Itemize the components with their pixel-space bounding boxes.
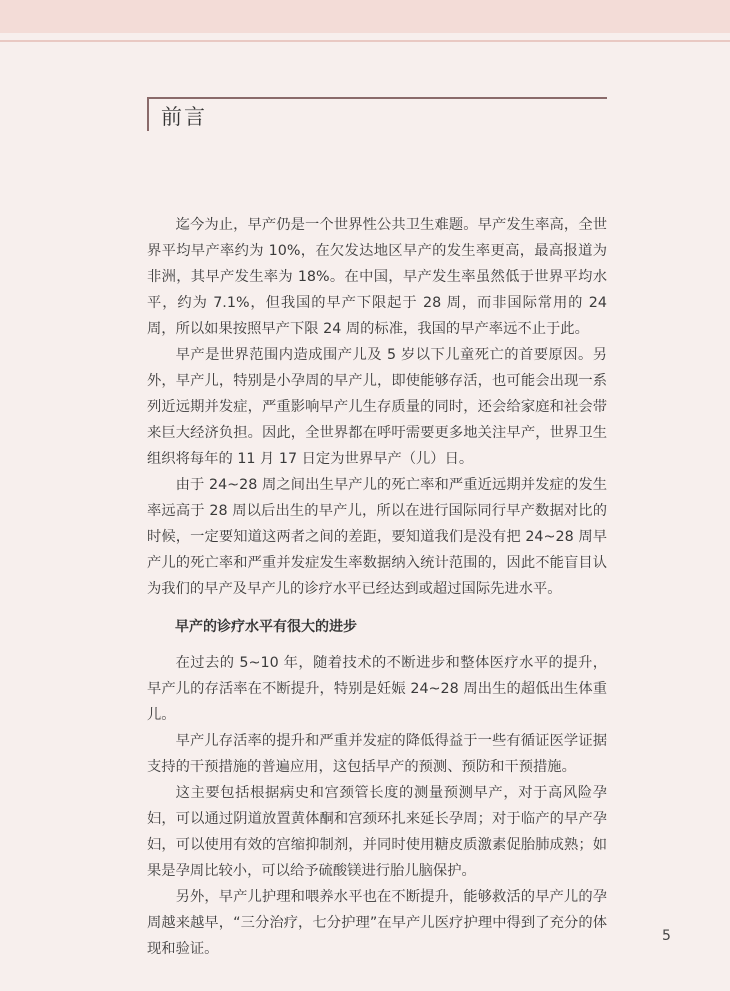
page-title: 前言 [161,105,207,129]
page-number: 5 [662,928,671,944]
paragraph: 早产是世界范围内造成围产儿及 5 岁以下儿童死亡的首要原因。另外，早产儿，特别是小孕周的早产儿，即使能够存活，也可能会出现一系列近远期并发症，严重影响早产儿生存质量的同时，还会给家庭和社会带来巨大经济负担。因此，全世界都在呼吁需要更多地关注早产，世界卫生组织将每年的 11 月 17 日定为世界早产（儿）日。 [147,347,607,467]
paragraph: 另外，早产儿护理和喂养水平也在不断提升，能够救活的早产儿的孕周越来越早，“三分治疗，七分护理”在早产儿医疗护理中得到了充分的体现和验证。 [147,889,607,957]
heading-tick [147,97,149,131]
top-divider [0,40,730,42]
main-text [147,212,607,962]
paragraph: 这主要包括根据病史和宫颈管长度的测量预测早产，对于高风险孕妇，可以通过阴道放置黄体酮和宫颈环扎来延长孕周；对于临产的早产孕妇，可以使用有效的宫缩抑制剂，并同时使用糖皮质激素促胎肺成熟；如果是孕周比较小，可以给予硫酸镁进行胎儿脑保护。 [147,785,607,879]
heading-rule [147,97,607,99]
paragraph: 由于 24~28 周之间出生早产儿的死亡率和严重近远期并发症的发生率远高于 28 周以后出生的早产儿，所以在进行国际同行早产数据对比的时候，一定要知道这两者之间的差距，要知道我们是没有把 24~28 周早产儿的死亡率和严重并发症发生率数据纳入统计范围的，因此不能盲目认为我们的早产及早产儿的诊疗水平已经达到或超过国际先进水平。 [147,477,607,597]
paragraph: 在过去的 5~10 年，随着技术的不断进步和整体医疗水平的提升，早产儿的存活率在不断提升，特别是妊娠 24~28 周出生的超低出生体重儿。 [147,655,607,723]
section-subheading: 早产的诊疗水平有很大的进步 [175,619,357,635]
paragraph: 早产儿存活率的提升和严重并发症的降低得益于一些有循证医学证据支持的干预措施的普遍应用，这包括早产的预测、预防和干预措施。 [147,733,607,775]
top-decorative-band [0,0,730,33]
paragraph: 迄今为止，早产仍是一个世界性公共卫生难题。早产发生率高，全世界平均早产率约为 10%，在欠发达地区早产的发生率更高，最高报道为非洲，其早产发生率为 18%。在中国，早产发生率虽然低于世界平均水平，约为 7.1%，但我国的早产下限起于 28 周，而非国际常用的 24 周，所以如果按照早产下限 24 周的标准，我国的早产率远不止于此。 [147,217,607,337]
section-heading [147,97,607,131]
